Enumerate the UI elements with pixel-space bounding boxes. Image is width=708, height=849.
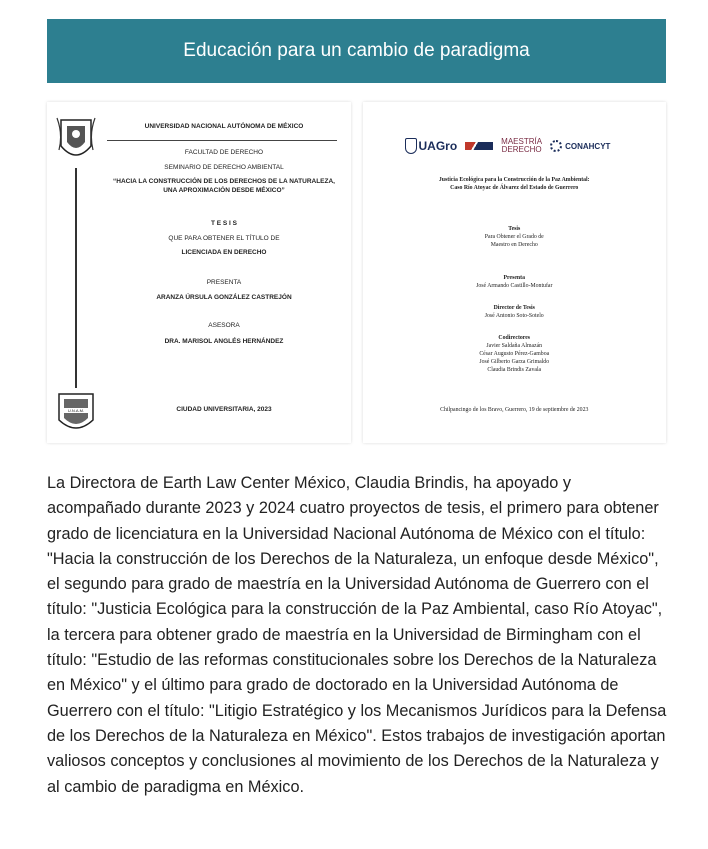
uag-codirector: Javier Saldaña Almazán <box>486 343 543 349</box>
horizontal-rule <box>107 140 337 141</box>
unam-seminar: SEMINARIO DE DERECHO AMBIENTAL <box>164 164 284 171</box>
unam-faculty: FACULTAD DE DERECHO <box>184 149 264 156</box>
unam-degree: LICENCIADA EN DERECHO <box>181 249 267 256</box>
banner-title: Educación para un cambio de paradigma <box>183 40 530 61</box>
unam-purpose: QUE PARA OBTENER EL TÍTULO DE <box>168 235 280 242</box>
uag-author: José Armando Castillo-Montufar <box>476 283 553 289</box>
flag-stripes-icon <box>465 142 493 150</box>
uagro-shield-icon <box>405 138 417 154</box>
unam-place-date: CIUDAD UNIVERSITARIA, 2023 <box>176 406 272 413</box>
unam-thesis-title: “HACIA LA CONSTRUCCIÓN DE LOS DERECHOS DE LA NATURALEZA, UNA APROXIMACIÓN DESDE MÉXICO” <box>113 178 335 194</box>
unam-presenta-label: PRESENTA <box>206 279 242 286</box>
maestria-logo-line1: MAESTRÍA <box>501 137 543 146</box>
uagro-logo <box>405 138 458 154</box>
unam-author: ARANZA ÚRSULA GONZÁLEZ CASTREJÓN <box>156 294 292 301</box>
conahcyt-logo-text: CONAHCYT <box>565 141 611 151</box>
unam-university: UNIVERSIDAD NACIONAL AUTÓNOMA DE MÉXICO <box>144 123 304 130</box>
uag-codirector: José Gilberto Garza Grimaldo <box>479 359 550 365</box>
unam-thesis-cover <box>47 102 351 443</box>
uag-thesis-cover <box>363 102 667 443</box>
uag-title-line1: Justicia Ecológica para la Construcción de la Paz Ambiental: <box>438 177 590 183</box>
uag-director: José Antonio Soto-Sotelo <box>484 313 544 319</box>
uag-place-date: Chilpancingo de los Bravo, Guerrero, 19 de septiembre de 2023 <box>440 407 589 413</box>
uag-codirector: Claudia Brindis Zavala <box>487 367 542 373</box>
uag-purpose-1: Para Obtener el Grado de <box>484 234 544 240</box>
maestria-logo-line2: DERECHO <box>501 145 542 154</box>
article-paragraph: La Directora de Earth Law Center México, Claudia Brindis, ha apoyado y acompañado durante 2023 y 2024 cuatro proyectos de tesis, el primero para obtener grado de licenciatura en la Universidad Nacional Autónoma de México con el título: "Hacia la construcción de los Derechos de la Naturaleza, un enfoque desde México", el segundo para grado de maestría en la Universidad Autónoma de Guerrero con el título: "Justicia Ecológica para la construcción de la Paz Ambiental, caso Río Atoyac", la tercera para obtener grado de maestría en la Universidad de Birmingham con el título: "Estudio de las reformas constitucionales sobre los Derechos de la Naturaleza en México" y el último para grado de doctorado en la Universidad Autónoma de Guerrero con el título: "Litigio Estratégico y los Mecanismos Jurídicos para la Defensa de los Derechos de la Naturaleza en México". Estos trabajos de investigación aportan valiosos conceptos y conclusiones al movimiento de los Derechos de la Naturaleza y al cambio de paradigma en México. <box>47 474 667 796</box>
unam-advisor: DRA. MARISOL ANGLÉS HERNÁNDEZ <box>164 338 284 345</box>
thesis-covers-image <box>47 102 666 443</box>
unam-doc-type: T E S I S <box>210 220 237 227</box>
uag-codirectors-label: Codirectores <box>498 335 531 341</box>
unam-seal-icon <box>57 390 95 436</box>
vertical-rule <box>75 168 77 388</box>
maestria-logo <box>501 138 542 154</box>
uag-codirector: César Augusto Pérez-Gamboa <box>479 351 550 357</box>
uag-presenta-label: Presenta <box>503 275 525 281</box>
uagro-logo-text: UAGro <box>418 139 458 153</box>
uag-title-line2: Caso Río Atoyac de Álvarez del Estado de Guerrero <box>450 185 579 191</box>
section-banner <box>47 19 666 83</box>
uag-director-label: Director de Tesis <box>493 305 535 311</box>
unam-advisor-label: ASESORA <box>208 322 240 329</box>
unam-crest-icon <box>55 116 97 166</box>
conahcyt-mark-icon <box>550 140 562 152</box>
seal-text: U.N.A.M. <box>67 408 85 413</box>
cover-logos <box>405 138 611 154</box>
uag-doc-type: Tesis <box>508 226 521 232</box>
conahcyt-logo <box>550 140 610 152</box>
uag-purpose-2: Maestro en Derecho <box>490 242 538 248</box>
